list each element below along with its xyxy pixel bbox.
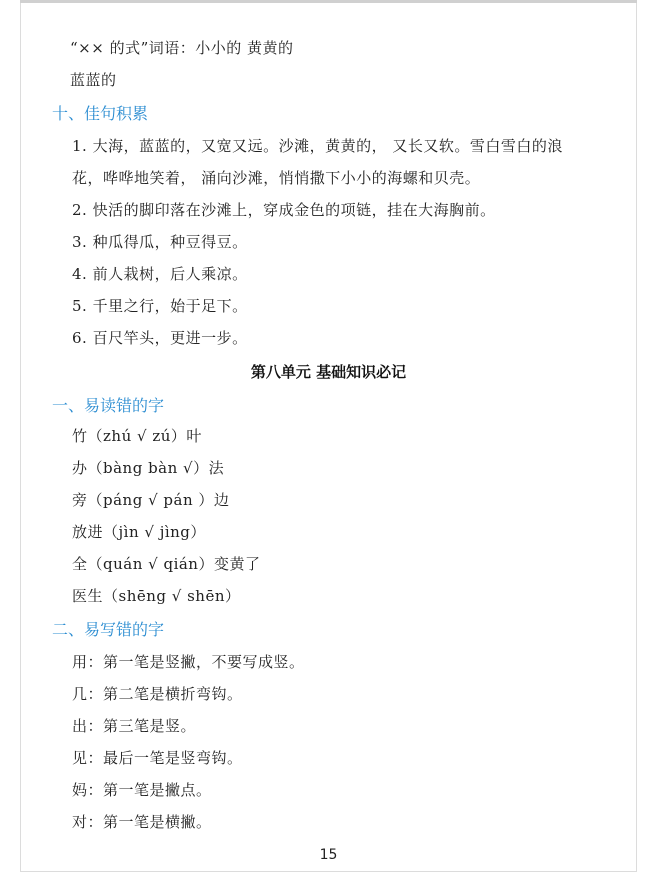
sentence-line: 6. 百尺竿头，更进一步。	[72, 329, 248, 347]
section-heading-two: 二、易写错的字	[52, 620, 165, 639]
sentence-line: 4. 前人栽树，后人乘凉。	[72, 265, 248, 283]
stroke-rule-item: 出：第三笔是竖。	[72, 717, 197, 735]
pronunciation-item: 医生（shēng √ shēn）	[72, 587, 241, 605]
pronunciation-item: 全（quán √ qián）变黄了	[72, 555, 261, 573]
word-list-line: 蓝蓝的	[70, 71, 117, 89]
stroke-rule-item: 见：最后一笔是竖弯钩。	[72, 749, 243, 767]
unit-title: 第八单元 基础知识必记	[250, 363, 407, 381]
pronunciation-item: 办（bàng bàn √）法	[72, 459, 225, 477]
pronunciation-item: 放进（jìn √ jìng）	[72, 523, 206, 541]
word-list-line: “×× 的式”词语：小小的 黄黄的	[70, 39, 294, 57]
stroke-rule-item: 妈：第一笔是撇点。	[72, 781, 212, 799]
sentence-line: 2. 快活的脚印落在沙滩上，穿成金色的项链，挂在大海胸前。	[72, 201, 496, 219]
sentence-line: 1. 大海，蓝蓝的，又宽又远。沙滩，黄黄的， 又长又软。雪白雪白的浪	[72, 137, 563, 155]
sentence-line: 花，哗哗地笑着， 涌向沙滩，悄悄撒下小小的海螺和贝壳。	[72, 169, 481, 187]
pronunciation-item: 旁（páng √ pán ）边	[72, 491, 230, 509]
stroke-rule-item: 对：第一笔是横撇。	[72, 813, 212, 831]
pronunciation-item: 竹（zhú √ zú）叶	[72, 427, 202, 445]
stroke-rule-item: 几：第二笔是横折弯钩。	[72, 685, 243, 703]
section-heading-one: 一、易读错的字	[52, 396, 165, 415]
section-heading-ten: 十、佳句积累	[52, 104, 149, 123]
page-number: 15	[319, 847, 338, 863]
sentence-line: 5. 千里之行，始于足下。	[72, 297, 248, 315]
sentence-line: 3. 种瓜得瓜，种豆得豆。	[72, 233, 248, 251]
stroke-rule-item: 用：第一笔是竖撇，不要写成竖。	[72, 653, 305, 671]
